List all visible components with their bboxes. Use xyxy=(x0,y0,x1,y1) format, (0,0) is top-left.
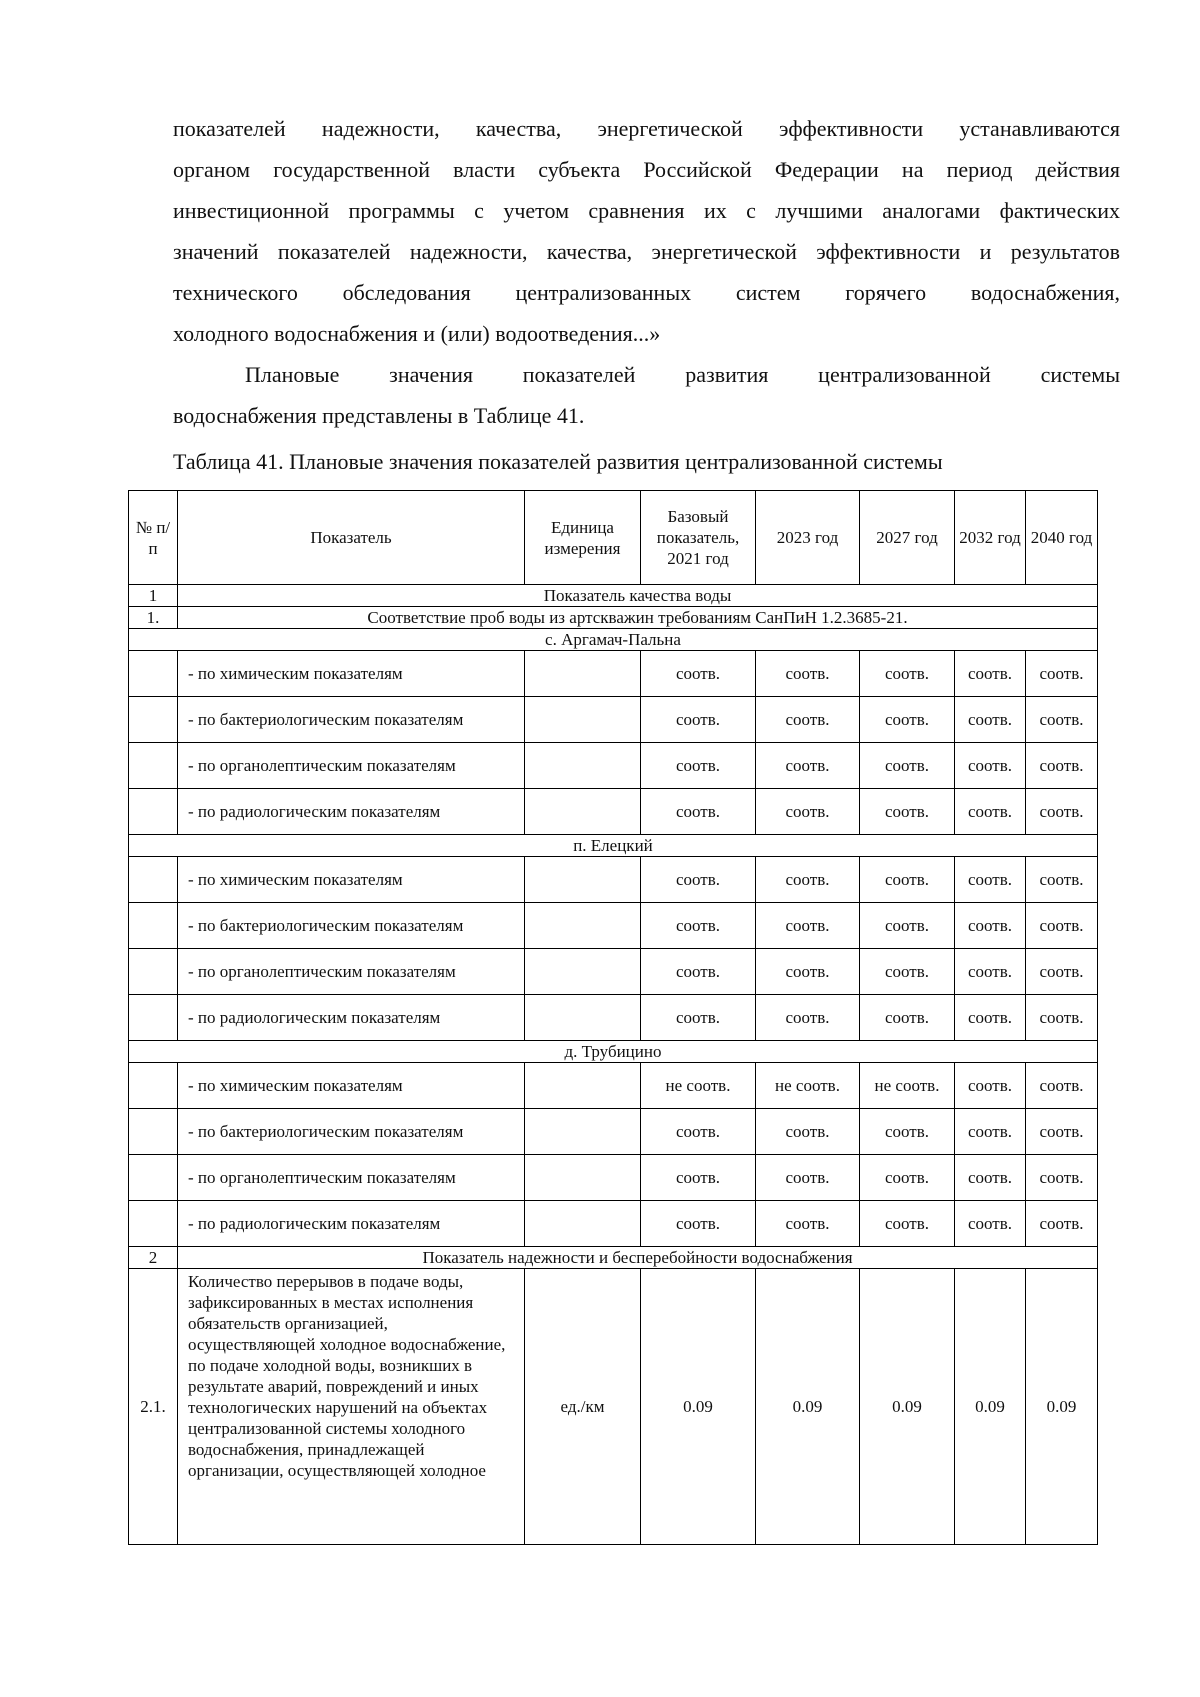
header-2023: 2023 год xyxy=(756,491,860,585)
row-2027: соотв. xyxy=(860,857,955,903)
row-label: - по бактериологическим показателям xyxy=(178,903,525,949)
row-2032: соотв. xyxy=(955,949,1026,995)
row-label: - по органолептическим показателям xyxy=(178,743,525,789)
row-base: соотв. xyxy=(641,857,756,903)
table-row xyxy=(129,697,1098,743)
row-label: - по радиологическим показателям xyxy=(178,1201,525,1247)
table-row xyxy=(129,1063,1098,1109)
row-2023: соотв. xyxy=(756,857,860,903)
row-unit xyxy=(525,697,641,743)
row-base: соотв. xyxy=(641,1109,756,1155)
header-num: № п/п xyxy=(129,491,178,585)
row-2023: не соотв. xyxy=(756,1063,860,1109)
row-num xyxy=(129,1201,178,1247)
indicators-table xyxy=(128,490,1098,1545)
row-2032: соотв. xyxy=(955,743,1026,789)
settlement-name: д. Трубицино xyxy=(129,1041,1098,1063)
row-2032: соотв. xyxy=(955,1155,1026,1201)
row-label: Количество перерывов в подаче воды, зафиксированных в местах исполнения обязательств организацией, осуществляющей холодное водоснабжение, по подаче холодной воды, возникших в результате аварий, повреждений и иных технологических нарушений на объектах централизованной системы холодного водоснабжения, принадлежащей организации, осуществляющей холодное xyxy=(178,1269,525,1545)
table-row xyxy=(129,743,1098,789)
intro-line: органом государственной власти субъекта Российской Федерации на период действия xyxy=(173,157,1120,182)
row-label: - по химическим показателям xyxy=(178,651,525,697)
row-2027: соотв. xyxy=(860,697,955,743)
table-row xyxy=(129,995,1098,1041)
row-base: соотв. xyxy=(641,903,756,949)
row-unit xyxy=(525,857,641,903)
row-2040: соотв. xyxy=(1026,1109,1098,1155)
row-label: - по органолептическим показателям xyxy=(178,1155,525,1201)
intro-line: значений показателей надежности, качества, энергетической эффективности и результатов xyxy=(173,239,1120,264)
row-num xyxy=(129,1155,178,1201)
row-2027: не соотв. xyxy=(860,1063,955,1109)
table-row xyxy=(129,903,1098,949)
intro-line: показателей надежности, качества, энергетической эффективности устанавливаются xyxy=(173,116,1120,141)
row-2040: соотв. xyxy=(1026,903,1098,949)
row-2040: соотв. xyxy=(1026,949,1098,995)
row-num xyxy=(129,949,178,995)
row-2032: соотв. xyxy=(955,789,1026,835)
row-unit xyxy=(525,1109,641,1155)
row-unit xyxy=(525,1155,641,1201)
intro-line: инвестиционной программы с учетом сравнения их с лучшими аналогами фактических xyxy=(173,198,1120,223)
header-2027: 2027 год xyxy=(860,491,955,585)
row-unit xyxy=(525,995,641,1041)
row-2027: соотв. xyxy=(860,743,955,789)
header-unit: Единица измерения xyxy=(525,491,641,585)
settlement-row xyxy=(129,835,1098,857)
row-base: соотв. xyxy=(641,697,756,743)
row-2023: соотв. xyxy=(756,1201,860,1247)
intro-text xyxy=(173,108,1120,436)
row-unit xyxy=(525,1201,641,1247)
row-2032: соотв. xyxy=(955,1063,1026,1109)
row-unit xyxy=(525,651,641,697)
row-unit xyxy=(525,1063,641,1109)
row-base: соотв. xyxy=(641,789,756,835)
table-row xyxy=(129,1109,1098,1155)
header-indicator: Показатель xyxy=(178,491,525,585)
paragraph-2-line-2: водоснабжения представлены в Таблице 41. xyxy=(173,403,585,428)
row-2040: соотв. xyxy=(1026,857,1098,903)
row-2023: соотв. xyxy=(756,1155,860,1201)
row-num: 2.1. xyxy=(129,1269,178,1545)
subsection-title: Соответствие проб воды из артскважин требованиям СанПиН 1.2.3685-21. xyxy=(178,607,1098,629)
section-num: 1 xyxy=(129,585,178,607)
row-2023: соотв. xyxy=(756,743,860,789)
row-unit xyxy=(525,789,641,835)
section-num: 2 xyxy=(129,1247,178,1269)
table-row xyxy=(129,789,1098,835)
row-2040: соотв. xyxy=(1026,697,1098,743)
row-base: соотв. xyxy=(641,949,756,995)
row-2027: соотв. xyxy=(860,651,955,697)
row-2023: 0.09 xyxy=(756,1269,860,1545)
paragraph-2-line-1: Плановые значения показателей развития централизованной системы xyxy=(245,362,1120,387)
row-num xyxy=(129,1109,178,1155)
row-2032: соотв. xyxy=(955,903,1026,949)
header-2032: 2032 год xyxy=(955,491,1026,585)
row-unit xyxy=(525,903,641,949)
row-num xyxy=(129,995,178,1041)
row-label: - по бактериологическим показателям xyxy=(178,1109,525,1155)
section-title: Показатель надежности и бесперебойности водоснабжения xyxy=(178,1247,1098,1269)
settlement-row xyxy=(129,1041,1098,1063)
row-2023: соотв. xyxy=(756,903,860,949)
row-num xyxy=(129,903,178,949)
row-2023: соотв. xyxy=(756,697,860,743)
row-2027: соотв. xyxy=(860,949,955,995)
subsection-row xyxy=(129,607,1098,629)
table-row xyxy=(129,949,1098,995)
section-row xyxy=(129,1247,1098,1269)
row-2027: соотв. xyxy=(860,1201,955,1247)
section-row xyxy=(129,585,1098,607)
row-2040: соотв. xyxy=(1026,1155,1098,1201)
table-row xyxy=(129,1201,1098,1247)
row-num xyxy=(129,651,178,697)
row-label: - по радиологическим показателям xyxy=(178,789,525,835)
table-row xyxy=(129,1155,1098,1201)
settlement-name: с. Аргамач-Пальна xyxy=(129,629,1098,651)
row-2027: 0.09 xyxy=(860,1269,955,1545)
row-unit xyxy=(525,949,641,995)
row-2023: соотв. xyxy=(756,995,860,1041)
table-row xyxy=(129,857,1098,903)
row-2032: соотв. xyxy=(955,1201,1026,1247)
settlement-name: п. Елецкий xyxy=(129,835,1098,857)
table-caption: Таблица 41. Плановые значения показателей развития централизованной системы xyxy=(173,449,943,474)
row-label: - по химическим показателям xyxy=(178,857,525,903)
row-2040: соотв. xyxy=(1026,995,1098,1041)
section-title: Показатель качества воды xyxy=(178,585,1098,607)
intro-line: холодного водоснабжения и (или) водоотведения...» xyxy=(173,321,661,346)
row-2032: соотв. xyxy=(955,651,1026,697)
row-base: не соотв. xyxy=(641,1063,756,1109)
row-num xyxy=(129,1063,178,1109)
row-num xyxy=(129,789,178,835)
row-2040: соотв. xyxy=(1026,1201,1098,1247)
row-base: соотв. xyxy=(641,743,756,789)
row-num xyxy=(129,743,178,789)
row-2032: соотв. xyxy=(955,1109,1026,1155)
row-2040: соотв. xyxy=(1026,789,1098,835)
header-2040: 2040 год xyxy=(1026,491,1098,585)
table-row xyxy=(129,1269,1098,1545)
row-2032: соотв. xyxy=(955,857,1026,903)
row-2027: соотв. xyxy=(860,995,955,1041)
row-2023: соотв. xyxy=(756,651,860,697)
row-num xyxy=(129,697,178,743)
row-unit xyxy=(525,743,641,789)
row-2027: соотв. xyxy=(860,1155,955,1201)
row-2032: 0.09 xyxy=(955,1269,1026,1545)
row-base: соотв. xyxy=(641,995,756,1041)
intro-line: технического обследования централизованных систем горячего водоснабжения, xyxy=(173,280,1120,305)
row-unit: ед./км xyxy=(525,1269,641,1545)
row-2040: соотв. xyxy=(1026,651,1098,697)
row-2032: соотв. xyxy=(955,697,1026,743)
row-2040: соотв. xyxy=(1026,743,1098,789)
settlement-row xyxy=(129,629,1098,651)
subsection-num: 1. xyxy=(129,607,178,629)
row-2027: соотв. xyxy=(860,1109,955,1155)
row-base: соотв. xyxy=(641,1155,756,1201)
row-2023: соотв. xyxy=(756,1109,860,1155)
row-2040: 0.09 xyxy=(1026,1269,1098,1545)
row-2040: соотв. xyxy=(1026,1063,1098,1109)
header-base: Базовый показатель, 2021 год xyxy=(641,491,756,585)
table-row xyxy=(129,651,1098,697)
row-2027: соотв. xyxy=(860,903,955,949)
row-2027: соотв. xyxy=(860,789,955,835)
row-2023: соотв. xyxy=(756,789,860,835)
row-base: соотв. xyxy=(641,651,756,697)
row-2023: соотв. xyxy=(756,949,860,995)
row-2032: соотв. xyxy=(955,995,1026,1041)
row-base: 0.09 xyxy=(641,1269,756,1545)
table-header-row xyxy=(129,491,1098,585)
row-num xyxy=(129,857,178,903)
row-label: - по радиологическим показателям xyxy=(178,995,525,1041)
row-label: - по бактериологическим показателям xyxy=(178,697,525,743)
row-label: - по органолептическим показателям xyxy=(178,949,525,995)
row-label: - по химическим показателям xyxy=(178,1063,525,1109)
row-base: соотв. xyxy=(641,1201,756,1247)
